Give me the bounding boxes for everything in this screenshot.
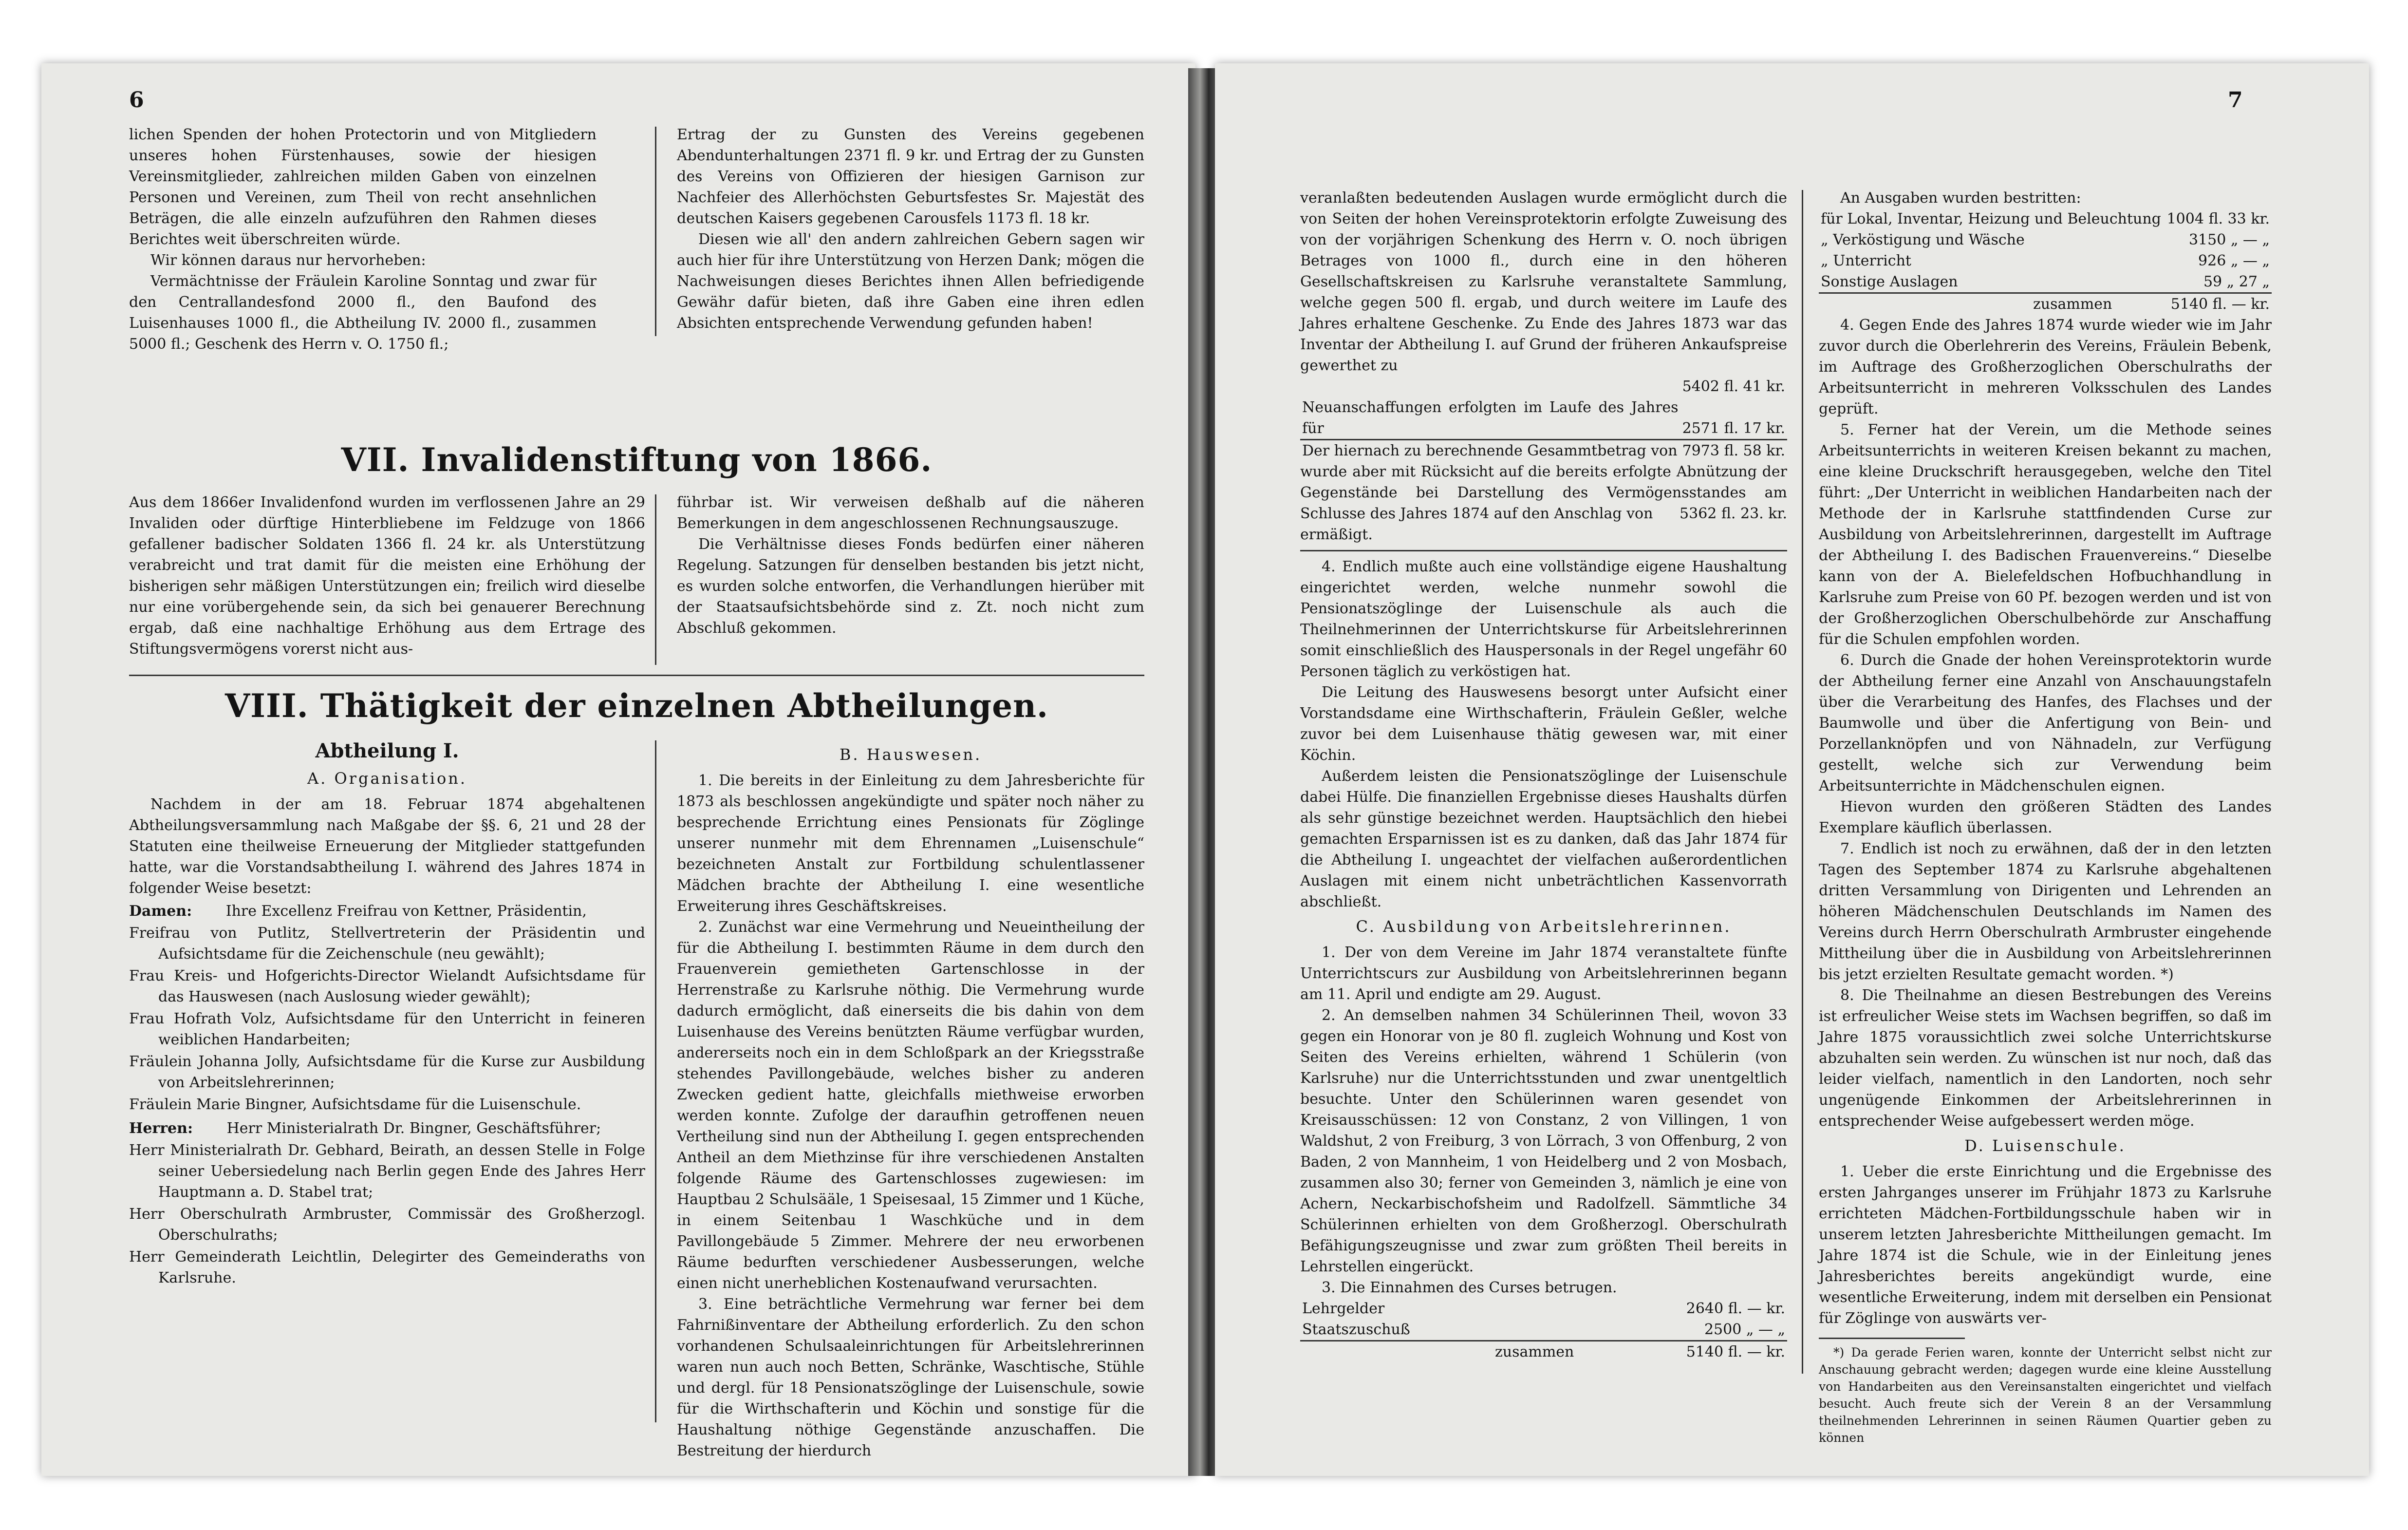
section7-title: VII. Invalidenstiftung von 1866.: [341, 441, 933, 479]
inventory-table: [1300, 376, 1787, 461]
expense-label: „ Verköstigung und Wäsche: [1821, 231, 2025, 248]
ausbildung-heading: C. Ausbildung von Arbeitslehrerinnen.: [1356, 917, 1732, 936]
income-table: [1300, 1298, 1787, 1362]
intro-paragraph: Ertrag der zu Gunsten des Vereins gegebenen Abendunterhaltungen 2371 fl. 9 kr. und Ertrag der zu Gunsten des Vereins von Offizieren der hiesigen Garnison zur Nachfeier des Allerhöchsten Geburtsfestes Sr. Majestät des deutschen Kaisers gegebenen Carousfels 1173 fl. 18 kr.: [677, 126, 1144, 227]
column-separator: [655, 494, 656, 665]
section-rule: [129, 675, 1144, 676]
expense-value: 1004 fl. 33 kr.: [2166, 210, 2270, 227]
expense-label: Sonstige Auslagen: [1821, 273, 1958, 290]
expense-value: 59 „ 27 „: [2203, 273, 2270, 290]
new-acquisitions-value: 2571 fl. 17 kr.: [1682, 420, 1785, 437]
body-paragraph: Hievon wurden den größeren Städten des Landes Exemplare käuflich überlassen.: [1819, 798, 2272, 836]
left-intro-col1: [129, 124, 597, 353]
left-intro-col2: [677, 124, 1144, 334]
valuation-value: 5362 fl. 23. kr.: [1680, 505, 1787, 522]
body-paragraph: 2. An demselben nahmen 34 Schülerinnen Theil, wovon 33 gegen ein Honorar von je 80 fl. zugleich Wohnung und Kost von Seiten des Vereins erhielten, während 1 Schülerin (von Karlsruhe) nur die Unterrichtsstunden und zwar unentgeltlich besuchte. Unter den Schülerinnen waren gesendet von Kreisausschüssen: 12 von Constanz, 2 von Villingen, 1 von Waldshut, 2 von Freiburg, 3 von Lörrach, 3 von Offenburg, 2 von Baden, 2 von Mannheim, 1 von Heidelberg und 2 von Mosbach, zusammen also 30; ferner von Gemeinden 3, nämlich je eine von Achern, Neckarbischofsheim und Radolfzell. Sämmtliche 34 Schülerinnen erhielten von dem Großherzogl. Oberschulrath Befähigungszeugnisse und zwar zum größten Theil bereits in Lehrstellen eingerückt.: [1300, 1007, 1787, 1275]
footnote: *) Da gerade Ferien waren, konnte der Unterricht selbst nicht zur Anschauung gebracht werden; dagegen wurde eine kleine Ausstellung von Handarbeiten aus den Vereinsanstalten eingerichtet und vielfach besucht. Auch freute sich der Verein 8 an der Versammlung theilnehmenden Lehrerinnen in seinen Räumen Quartier geben zu können: [1819, 1345, 2272, 1445]
section8-title: VIII. Thätigkeit der einzelnen Abtheilungen.: [224, 687, 1049, 725]
body-paragraph: [1300, 461, 1787, 524]
intro-paragraph: Diesen wie all' den andern zahlreichen Gebern sagen wir auch hier für ihre Unterstützung von Herzen Dank; mögen die Nachweisungen dieses Berichtes ihnen Allen befriedigende Gewähr dafür bieten, daß ihre Gaben eine ihren edlen Absichten entsprechende Verwendung gefunden haben!: [677, 231, 1144, 332]
right-col1: [1300, 188, 1787, 1425]
body-paragraph: 4. Endlich mußte auch eine vollständige eigene Haushaltung eingerichtet werden, welche nunmehr sowohl die Pensionatszöglinge der Luisenschule als auch die Theilnehmerinnen der Unterrichtskurse für Arbeitslehrerinnen somit einschließlich des Hauspersonals in der Regel ungefähr 60 Personen täglich zu verköstigen hat.: [1300, 558, 1787, 680]
column-separator: [655, 740, 656, 1422]
section7-col2: [677, 492, 1144, 662]
member-entry: Herr Ministerialrath Dr. Bingner, Geschäftsführer;: [226, 1120, 601, 1137]
column-separator: [655, 127, 656, 336]
page-number-left: 6: [129, 88, 144, 113]
body-paragraph: 6. Durch die Gnade der hohen Vereinsprotektorin wurde der Abtheilung ferner eine Anzahl von Anschauungstafeln über die Verarbeitung des Hanfes, des Flachses und der Baumwolle und über die Anfertigung von Bein- und Porzellanknöpfen und von Nähnadeln, zur Verfügung gestellt, welche sich zur Verwendung beim Arbeitsunterrichte in Mädchenschulen eignen.: [1819, 652, 2272, 794]
hauswesen-paragraph: 1. Die bereits in der Einleitung zu dem Jahresberichte für 1873 als beschlossen angekündigte und später noch näher zu besprechende Errichtung eines Pensionats für Zöglinge unserer nunmehr mit dem Ehrennamen „Luisenschule“ bezeichneten Anstalt zur Fortbildung schulentlassener Mädchen brachte der Abtheilung I. eine wesentliche Erweiterung ihres Geschäftskreises.: [677, 772, 1144, 915]
member-entry: Frau Kreis- und Hofgerichts-Director Wielandt Aufsichtsdame für das Hauswesen (nach Auslosung wieder gewählt);: [129, 967, 645, 1005]
body-paragraph: An Ausgaben wurden bestritten:: [1840, 189, 2081, 207]
expense-value: 926 „ — „: [2198, 252, 2270, 269]
paragraph-rule: [1300, 550, 1787, 551]
organisation-heading: A. Organisation.: [307, 769, 467, 788]
damen-label: Damen:: [129, 903, 192, 920]
new-acquisitions-label: Neuanschaffungen erfolgten im Laufe des Jahres für: [1302, 399, 1679, 437]
member-entry: Ihre Excellenz Freifrau von Kettner, Präsidentin,: [225, 903, 587, 920]
intro-paragraph: Wir können daraus nur hervorheben:: [150, 252, 426, 269]
abteilung1-col2: [677, 740, 1144, 1459]
body-paragraph: 8. Die Theilnahme an diesen Bestrebungen des Vereins ist erfreulicher Weise stets im Wachsen begriffen, so daß im Jahre 1875 voraussichtlich zwei solche Unterrichtskurse abzuhalten sein werden. Zu wünschen ist nur noch, daß das leider vielfach, namentlich in den Landorten, noch sehr ungenügende Einkommen der Arbeitslehrerinnen in entsprechender Weise aufgebessert werden möge.: [1819, 987, 2272, 1130]
body-paragraph: 3. Die Einnahmen des Curses betrugen.: [1322, 1279, 1617, 1296]
income-value: 2500 „ — „: [1704, 1321, 1785, 1338]
expense-value: 3150 „ — „: [2188, 231, 2270, 248]
expense-total-label: zusammen: [1819, 293, 2165, 315]
right-col2: [1819, 188, 2272, 1445]
body-paragraph: Außerdem leisten die Pensionatszöglinge der Luisenschule dabei Hülfe. Die finanziellen Ergebnisse dieses Haushalts dürfen als sehr günstige bezeichnet werden. Hauptsächlich den hiebei gemachten Ersparnissen ist es zu danken, daß das Jahr 1874 für die Abtheilung I. ungeachtet der vielfachen außerordentlichen Auslagen mit einem nicht unbeträchtlichen Kassenvorrath abschließt.: [1300, 768, 1787, 910]
income-total-label: zusammen: [1300, 1341, 1655, 1363]
body-paragraph: 1. Ueber die erste Einrichtung und die Ergebnisse des ersten Jahrganges unserer im Frühjahr 1873 zu Karlsruhe errichteten Mädchen-Fortbildungsschule haben wir in unserem letzten Jahresberichte Mittheilungen gemacht. Im Jahre 1874 ist die Schule, wie in der Einleitung jenes Jahresberichtes bereits angekündigt wurde, eine wesentliche Erweiterung, indem mit derselben ein Pensionat für Zöglinge von auswärts ver-: [1819, 1163, 2272, 1327]
herren-label: Herren:: [129, 1120, 193, 1137]
total-label: Der hiernach zu berechnende Gesammtbetrag von: [1300, 440, 1680, 462]
body-paragraph: 4. Gegen Ende des Jahres 1874 wurde wieder wie im Jahr zuvor durch die Oberlehrerin des Vereins, Fräulein Bebenk, im Auftrage des Großherzoglichen Oberschulraths der Arbeitsunterricht in mehreren Volksschulen des Landes geprüft.: [1819, 317, 2272, 417]
body-paragraph: 7. Endlich ist noch zu erwähnen, daß der in den letzten Tagen des September 1874 zu Karlsruhe abgehaltenen dritten Versammlung von Dirigenten und Lehrenden an höheren Mädchenschulen Deutschlands im Namen des Vereins durch Herrn Oberschulrath Armbruster eingehende Mittheilung über die in Ausbildung von Arbeitslehrerinnen bis jetzt erzielten Resultate gemacht worden. *): [1819, 840, 2272, 983]
intro-paragraph: lichen Spenden der hohen Protectorin und von Mitgliedern unseres hohen Fürstenhauses, sowie der hiesigen Vereinsmitglieder, zahlreichen milden Gaben von einzelnen Personen und Vereinen, zum Theil von recht ansehnlichen Beträgen, die alle einzeln aufzuführen den Rahmen dieses Berichtes weit überschreiten würde.: [129, 126, 597, 248]
page-number-right: 7: [2228, 88, 2243, 113]
abteilung1-heading: Abtheilung I.: [315, 739, 459, 762]
section7-paragraph: Aus dem 1866er Invalidenfond wurden im verflossenen Jahre an 29 Invaliden oder dürftige Hinterbliebene im Feldzuge von 1866 gefallener badischer Soldaten 1366 fl. 24 kr. als Unterstützung verabreicht und trat damit für die meisten eine Erhöhung der bisherigen sehr mäßigen Unterstützungen ein; freilich wird dieselbe nur eine vorübergehende sein, da sich bei genauerer Berechnung ergab, daß eine nachhaltige Erhöhung aus dem Ertrage des Stiftungsvermögens vorerst nicht aus-: [129, 494, 645, 658]
body-paragraph: ermäßigt.: [1300, 526, 1373, 543]
expense-total-value: 5140 fl. — kr.: [2165, 293, 2272, 315]
hauswesen-paragraph: 2. Zunächst war eine Vermehrung und Neueintheilung der für die Abtheilung I. bestimmten Räume in dem durch den Frauenverein gemietheten Gartenschlosse in der Herrenstraße zu Karlsruhe nöthig. Die Vermehrung wurde dadurch ermöglicht, daß einerseits die bis dahin von dem Luisenhause des Vereins benützten Räume verfügbar wurden, andererseits noch ein in dem Schloßpark an der Kriegsstraße stehendes Pavillongebäude, welches bisher zu anderen Zwecken gedient hatte, gleichfalls miethweise erworben werden konnte. Zufolge der daraufhin getroffenen neuen Vertheilung sind nun der Abtheilung I. gegen entsprechenden Antheil an dem Miethzinse für ihre verschiedenen Anstalten folgende Räume des Gartenschlosses zugewiesen: im Hauptbau 2 Schulsääle, 1 Speisesaal, 15 Zimmer und 1 Küche, in einem Seitenbau 1 Waschküche und in dem Pavillongebäude 5 Zimmer. Mehrere der neu erworbenen Räume bedurften verschiedener Ausbesserungen, welche einen nicht unerheblichen Kostenaufwand verursachten.: [677, 919, 1144, 1292]
member-entry: Herr Ministerialrath Dr. Gebhard, Beirath, an dessen Stelle in Folge seiner Uebersiedelung nach Berlin gegen Ende des Jahres Herr Hauptmann a. D. Stabel trat;: [129, 1142, 645, 1201]
member-entry: Herr Gemeinderath Leichtlin, Delegirter des Gemeinderaths von Karlsruhe.: [129, 1248, 645, 1286]
body-paragraph: 5. Ferner hat der Verein, um die Methode seines Arbeitsunterrichts in weiteren Kreisen bekannt zu machen, eine kleine Druckschrift herausgegeben, welche den Titel führt: „Der Unterricht in weiblichen Handarbeiten nach der Methode der in Karlsruhe stattfindenden Curse zur Ausbildung von Arbeitslehrerinnen, dargestellt im Auftrage der Abtheilung I. des Badischen Frauenvereins.“ Dieselbe kann von der A. Bielefeldschen Hofbuchhandlung in Karlsruhe zum Preise von 60 Pf. bezogen werden und ist von der Großherzoglichen Oberschulbehörde zur Anschaffung für die Schulen empfohlen worden.: [1819, 421, 2272, 648]
expenses-table: [1819, 208, 2272, 315]
income-value: 2640 fl. — kr.: [1686, 1300, 1785, 1317]
damen-list: [129, 901, 645, 1115]
abteilung1-col1: [129, 740, 645, 1422]
member-entry: Fräulein Johanna Jolly, Aufsichtsdame für die Kurse zur Ausbildung von Arbeitslehrerinnen;: [129, 1053, 645, 1091]
body-paragraph: 1. Der von dem Vereine im Jahr 1874 veranstaltete fünfte Unterrichtscurs zur Ausbildung von Arbeitslehrerinnen begann am 11. April und endigte am 29. August.: [1300, 944, 1787, 1003]
income-label: Lehrgelder: [1302, 1300, 1385, 1317]
body-paragraph: veranlaßten bedeutenden Auslagen wurde ermöglicht durch die von Seiten der hohen Vereinsprotektorin erfolgte Zuweisung des von der vorjährigen Schenkung des Herrn v. O. noch übrigen Betrages von 1000 fl., durch eine in den höheren Gesellschaftskreisen zu Karlsruhe veranstaltete Sammlung, welche gegen 500 fl. ergab, und durch weitere im Laufe des Jahres erhaltene Geschenke. Zu Ende des Jahres 1873 war das Inventar der Abtheilung I. auf Grund der früheren Ankaufspreise gewerthet zu: [1300, 189, 1787, 374]
section7-col1: [129, 492, 645, 662]
intro-paragraph: Vermächtnisse der Fräulein Karoline Sonntag und zwar für den Centrallandesfond 2000 fl., den Baufond des Luisenhauses 1000 fl., die Abtheilung IV. 2000 fl., zusammen 5000 fl.; Geschenk des Herrn v. O. 1750 fl.;: [129, 273, 597, 353]
herren-list: [129, 1118, 645, 1288]
income-total-value: 5140 fl. — kr.: [1655, 1341, 1787, 1363]
section7-paragraph: führbar ist. Wir verweisen deßhalb auf die näheren Bemerkungen in dem angeschlossenen Rechnungsauszuge.: [677, 494, 1144, 532]
member-entry: Herr Oberschulrath Armbruster, Commissär des Großherzogl. Oberschulraths;: [129, 1206, 645, 1244]
organisation-paragraph: Nachdem in der am 18. Februar 1874 abgehaltenen Abtheilungsversammlung nach Maßgabe der §§. 6, 21 und 28 der Statuten eine theilweise Erneuerung der Mitglieder stattgefunden hatte, war die Vorstandsabtheilung I. während des Jahres 1874 in folgender Weise besetzt:: [129, 796, 645, 897]
footnote-rule: [1819, 1338, 1965, 1339]
total-value: 7973 fl. 58 kr.: [1680, 440, 1787, 462]
expense-label: „ Unterricht: [1821, 252, 1911, 269]
income-label: Staatszuschuß: [1302, 1321, 1410, 1338]
inventory-value: 5402 fl. 41 kr.: [1682, 378, 1785, 395]
member-entry: Freifrau von Putlitz, Stellvertreterin der Präsidentin und Aufsichtsdame für die Zeichenschule (neu gewählt);: [129, 925, 645, 963]
hauswesen-heading: B. Hauswesen.: [839, 745, 982, 764]
section7-paragraph: Die Verhältnisse dieses Fonds bedürfen einer näheren Regelung. Satzungen für denselben bestanden bis jetzt nicht, es wurden solche entworfen, die Verhandlungen hierüber mit der Staatsaufsichtsbehörde sind z. Zt. noch nicht zum Abschluß gekommen.: [677, 536, 1144, 637]
luisenschule-heading: D. Luisenschule.: [1964, 1136, 2126, 1155]
column-separator: [1802, 190, 1803, 1374]
expense-label: für Lokal, Inventar, Heizung und Beleuchtung: [1821, 210, 2161, 227]
valuation-text: wurde aber mit Rücksicht auf die bereits erfolgte Abnützung der Gegenstände bei Darstellung des Vermögensstandes am Schlusse des Jahres 1874 auf den Anschlag von: [1300, 463, 1787, 522]
member-entry: Fräulein Marie Bingner, Aufsichtsdame für die Luisenschule.: [129, 1096, 581, 1113]
hauswesen-paragraph: 3. Eine beträchtliche Vermehrung war ferner bei dem Fahrnißinventare der Abtheilung erforderlich. Zu den schon vorhandenen Schulsaaleinrichtungen für Arbeitslehrerinnen waren nun auch noch Betten, Schränke, Waschtische, Stühle und dergl. für 18 Pensionatszöglinge der Luisenschule, sowie für die Wirthschafterin und Köchin und sonstige für die Haushaltung nöthige Gegenstände anzuschaffen. Die Bestreitung der hierdurch: [677, 1296, 1144, 1459]
member-entry: Frau Hofrath Volz, Aufsichtsdame für den Unterricht in feineren weiblichen Handarbeiten;: [129, 1010, 645, 1048]
body-paragraph: Die Leitung des Hauswesens besorgt unter Aufsicht einer Vorstandsdame eine Wirthschafterin, Fräulein Geßler, welche zuvor bei dem Luisenhause thätig gewesen war, mit einer Köchin.: [1300, 684, 1787, 764]
